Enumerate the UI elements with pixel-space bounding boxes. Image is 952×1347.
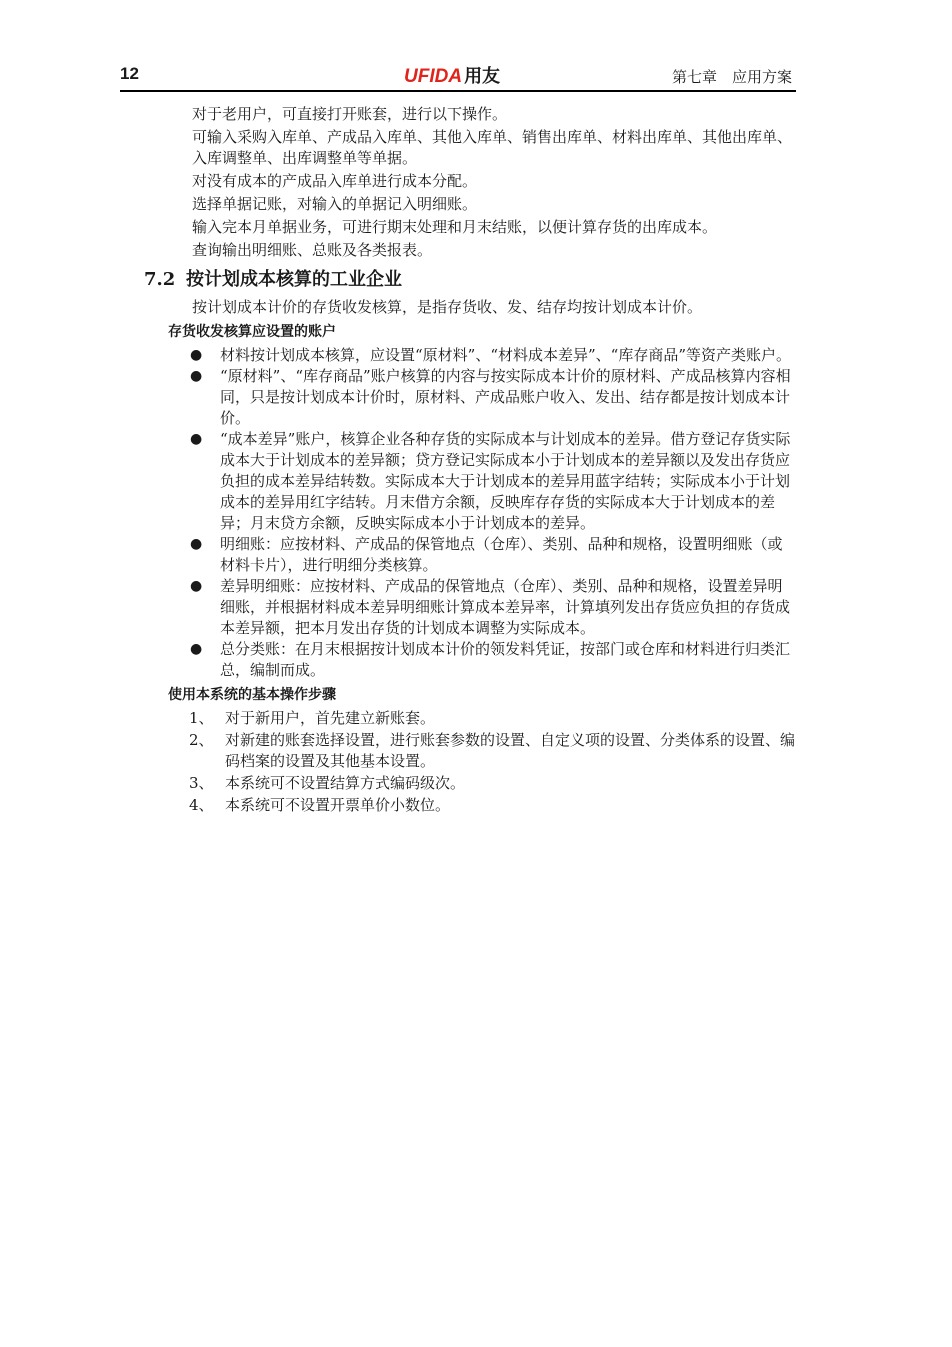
accounts-list	[120, 345, 796, 681]
list-item: 1、 对于新用户，首先建立新账套。	[189, 709, 436, 727]
steps-heading: 使用本系统的基本操作步骤	[168, 687, 336, 703]
intro-paragraph: 输入完本月单据业务，可进行期末处理和月末结账，以便计算存货的出库成本。	[192, 218, 718, 236]
steps-list	[120, 708, 796, 816]
bullet-icon: ●	[190, 641, 203, 657]
brand-cn: 用友	[464, 66, 501, 86]
intro-paragraph: 查询输出明细账、总账及各类报表。	[192, 241, 433, 259]
list-item: 4、 本系统可不设置开票单价小数位。	[189, 796, 451, 814]
bullet-icon: ●	[190, 347, 203, 363]
intro-paragraph: 选择单据记账，对输入的单据记入明细账。	[192, 195, 478, 213]
list-item: ● 明细账：应按材料、产成品的保管地点（仓库）、类别、品种和规格，设置明细账（或材料卡片），进行明细分类核算。	[190, 535, 783, 574]
step-number: 2、	[189, 731, 214, 749]
list-item: ● 总分类账：在月末根据按计划成本计价的领发料凭证，按部门或仓库和材料进行归类汇总，编制而成。	[190, 640, 791, 679]
accounts-heading: 存货收发核算应设置的账户	[168, 324, 336, 340]
section-lead: 按计划成本计价的存货收发核算，是指存货收、发、结存均按计划成本计价。	[192, 298, 703, 316]
bullet-icon: ●	[190, 368, 203, 384]
step-number: 1、	[189, 709, 214, 727]
page-number: 12	[120, 64, 139, 83]
chapter-title: 第七章 应用方案	[671, 68, 792, 86]
section-number: 7.2	[144, 269, 176, 290]
bullet-icon: ●	[190, 536, 203, 552]
list-item: ● “原材料”、“库存商品”账户核算的内容与按实际成本计价的原材料、产成品核算内容相同，只是按计划成本计价时，原材料、产成品账户收入、发出、结存都是按计划成本计价。	[190, 367, 791, 427]
page-body	[120, 104, 796, 817]
list-item: ● 差异明细账：应按材料、产成品的保管地点（仓库）、类别、品种和规格，设置差异明细账，并根据材料成本差异明细账计算成本差异率，计算填列发出存货应负担的存货成本差异额，把本月发出存货的计划成本调整为实际成本。	[190, 577, 791, 637]
brand-logo	[404, 62, 500, 88]
intro-paragraph: 对没有成本的产成品入库单进行成本分配。	[192, 172, 478, 190]
list-item: ● 材料按计划成本核算，应设置“原材料”、“材料成本差异”、“库存商品”等资产类账户。	[190, 346, 792, 364]
list-item: 3、 本系统可不设置结算方式编码级次。	[189, 774, 466, 792]
list-item: 2、 对新建的账套选择设置，进行账套参数的设置、自定义项的设置、分类体系的设置、编码档案的设置及其他基本设置。	[189, 731, 796, 770]
brand-latin: UFIDA	[404, 66, 463, 87]
list-item: ● “成本差异”账户，核算企业各种存货的实际成本与计划成本的差异。借方登记存货实际成本大于计划成本的差异额；贷方登记实际成本小于计划成本的差异额以及发出存货应负担的成本差异结转数。实际成本大于计划成本的差异用蓝字结转；实际成本小于计划成本的差异用红字结转。月末借方余额，反映库存存货的实际成本大于计划成本的差异；月末贷方余额，反映实际成本小于计划成本的差异。	[190, 430, 791, 532]
intro-paragraph: 可输入采购入库单、产成品入库单、其他入库单、销售出库单、材料出库单、其他出库单、入库调整单、出库调整单等单据。	[192, 128, 793, 167]
bullet-icon: ●	[190, 431, 203, 447]
page-header	[120, 62, 796, 92]
intro-paragraph: 对于老用户，可直接打开账套，进行以下操作。	[192, 105, 508, 123]
section-heading	[144, 267, 796, 293]
step-number: 4、	[189, 796, 214, 814]
step-number: 3、	[189, 774, 214, 792]
bullet-icon: ●	[190, 578, 203, 594]
section-title: 按计划成本核算的工业企业	[186, 269, 402, 290]
